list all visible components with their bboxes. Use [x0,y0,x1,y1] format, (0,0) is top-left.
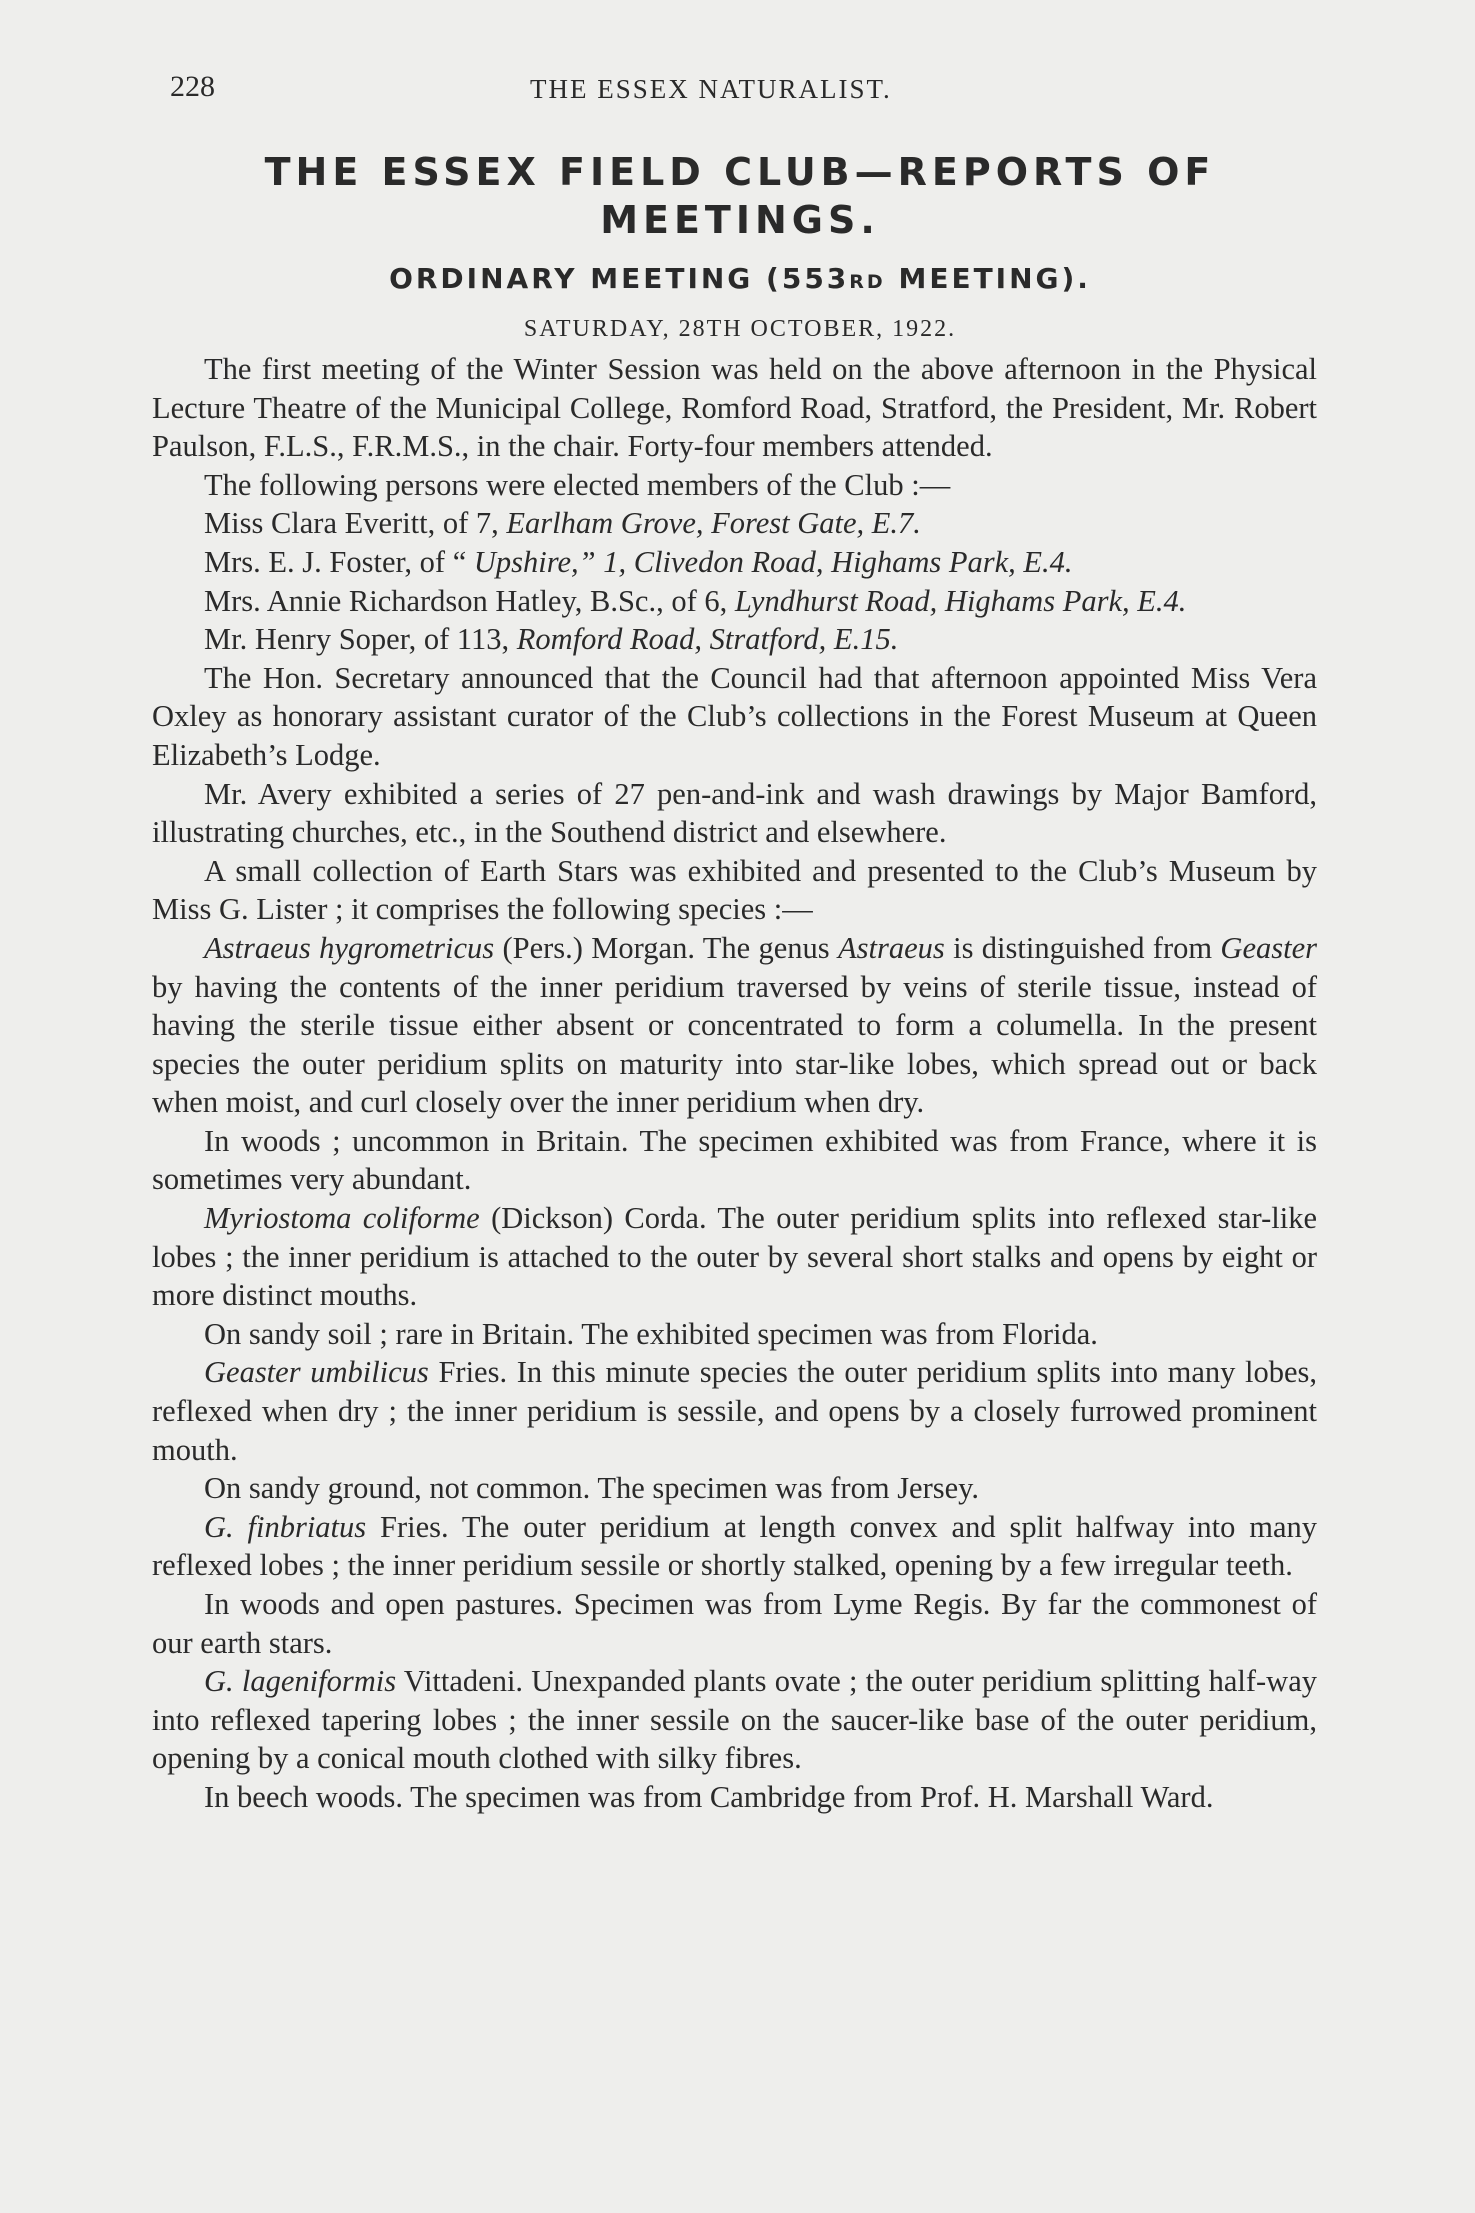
member-address: Upshire,” 1, Clivedon Road, Highams Park, E.4. [473,544,1073,579]
member-name: Mrs. E. J. Foster, of “ [204,544,474,579]
meeting-heading-end: MEETING). [885,262,1091,295]
meeting-heading [150,262,1330,295]
running-head [170,70,1310,120]
meeting-heading-start: ORDINARY MEETING (553 [389,262,850,295]
species-name: Geaster umbilicus [204,1355,429,1390]
species-entry [152,1199,1317,1315]
species-text: Fries. The outer peridium at length convex and split halfway into many reflexed lobes ; the inner peridium sessile or shortly stalked, opening by a few irregular teeth. [152,1509,1317,1583]
species-text: (Dickson) Corda. The outer peridium splits into reflexed star-like lobes ; the inner peridium is attached to the outer by several short stalks and opens by eight or more distinct mouths. [152,1201,1317,1313]
species-entry [152,1353,1317,1469]
genus-name: Astraeus [838,930,945,965]
member-address: Lyndhurst Road, Highams Park, E.4. [734,583,1187,618]
article-title-line-1: THE ESSEX FIELD CLUB—REPORTS OF [264,150,1216,194]
journal-title: THE ESSEX NATURALIST. [530,74,892,104]
page-number: 228 [170,70,215,103]
member-name: Mrs. Annie Richardson Hatley, B.Sc., of 6, [204,583,735,618]
species-entry [152,929,1317,1122]
species-name: G. finbriatus [204,1509,367,1544]
paragraph-election: The following persons were elected members of the Club :— [204,467,951,502]
meeting-heading-ordinal: RD [849,271,886,293]
species-name: Myriostoma coliforme [204,1201,480,1236]
species-text: Fries. In this minute species the outer peridium splits into many lobes, reflexed when dry ; the inner peridium is sessile, and opens by a closely furrowed prominent mouth. [152,1355,1317,1467]
genus-name: Geaster [1220,930,1317,965]
species-habitat: In woods ; uncommon in Britain. The specimen exhibited was from France, where it is sometimes very abundant. [152,1123,1317,1197]
species-text: Vittadeni. Unexpanded plants ovate ; the outer peridium splitting half-way into reflexed tapering lobes ; the inner sessile on the saucer-like base of the outer peridium, opening by a conical mouth clothed with silky fibres. [152,1664,1317,1776]
article-title [150,148,1330,244]
report-body [152,350,1317,1817]
member-entry [152,543,1317,582]
species-text: by having the contents of the inner peridium traversed by veins of sterile tissue, instead of having the sterile tissue either absent or concentrated to form a columella. In the present species the outer peridium splits on maturity into star-like lobes, which spread out or back when moist, and curl closely over the inner peridium when dry. [152,969,1317,1120]
species-name: G. lageniformis [204,1664,397,1699]
species-entry [152,1508,1317,1585]
member-entry [152,582,1317,621]
member-name: Mr. Henry Soper, of 113, [204,622,517,657]
species-text: is distinguished from [944,930,1221,965]
species-habitat: On sandy soil ; rare in Britain. The exhibited specimen was from Florida. [204,1316,1098,1351]
paragraph-opening: The first meeting of the Winter Session was held on the above afternoon in the Physical Lecture Theatre of the Municipal College, Romford Road, Stratford, the President, Mr. Robert Paulson, F.L.S., F.R.M.S., in the chair. Forty-four members attended. [152,352,1317,464]
species-name: Astraeus hygrometricus [204,930,495,965]
member-entry [152,620,1317,659]
meeting-date: SATURDAY, 28TH OCTOBER, 1922. [523,316,957,342]
member-address: Earlham Grove, Forest Gate, E.7. [506,506,921,541]
paragraph-drawings: Mr. Avery exhibited a series of 27 pen-and-ink and wash drawings by Major Bamford, illustrating churches, etc., in the Southend district and elsewhere. [152,776,1317,850]
species-habitat: On sandy ground, not common. The specimen was from Jersey. [204,1471,980,1506]
paragraph-curator: The Hon. Secretary announced that the Council had that afternoon appointed Miss Vera Oxley as honorary assistant curator of the Club’s collections in the Forest Museum at Queen Elizabeth’s Lodge. [152,660,1317,772]
member-name: Miss Clara Everitt, of 7, [204,506,507,541]
article-title-line-2: MEETINGS. [600,198,880,242]
species-habitat: In beech woods. The specimen was from Cambridge from Prof. H. Marshall Ward. [204,1779,1214,1814]
species-habitat: In woods and open pastures. Specimen was from Lyme Regis. By far the commonest of our earth stars. [152,1587,1317,1660]
species-text: (Pers.) Morgan. The genus [494,930,838,965]
species-entry [152,1662,1317,1778]
member-entry [152,504,1317,543]
paragraph-earth-stars: A small collection of Earth Stars was exhibited and presented to the Club’s Museum by Miss G. Lister ; it comprises the following species :— [152,853,1317,927]
member-address: Romford Road, Stratford, E.15. [516,622,899,657]
